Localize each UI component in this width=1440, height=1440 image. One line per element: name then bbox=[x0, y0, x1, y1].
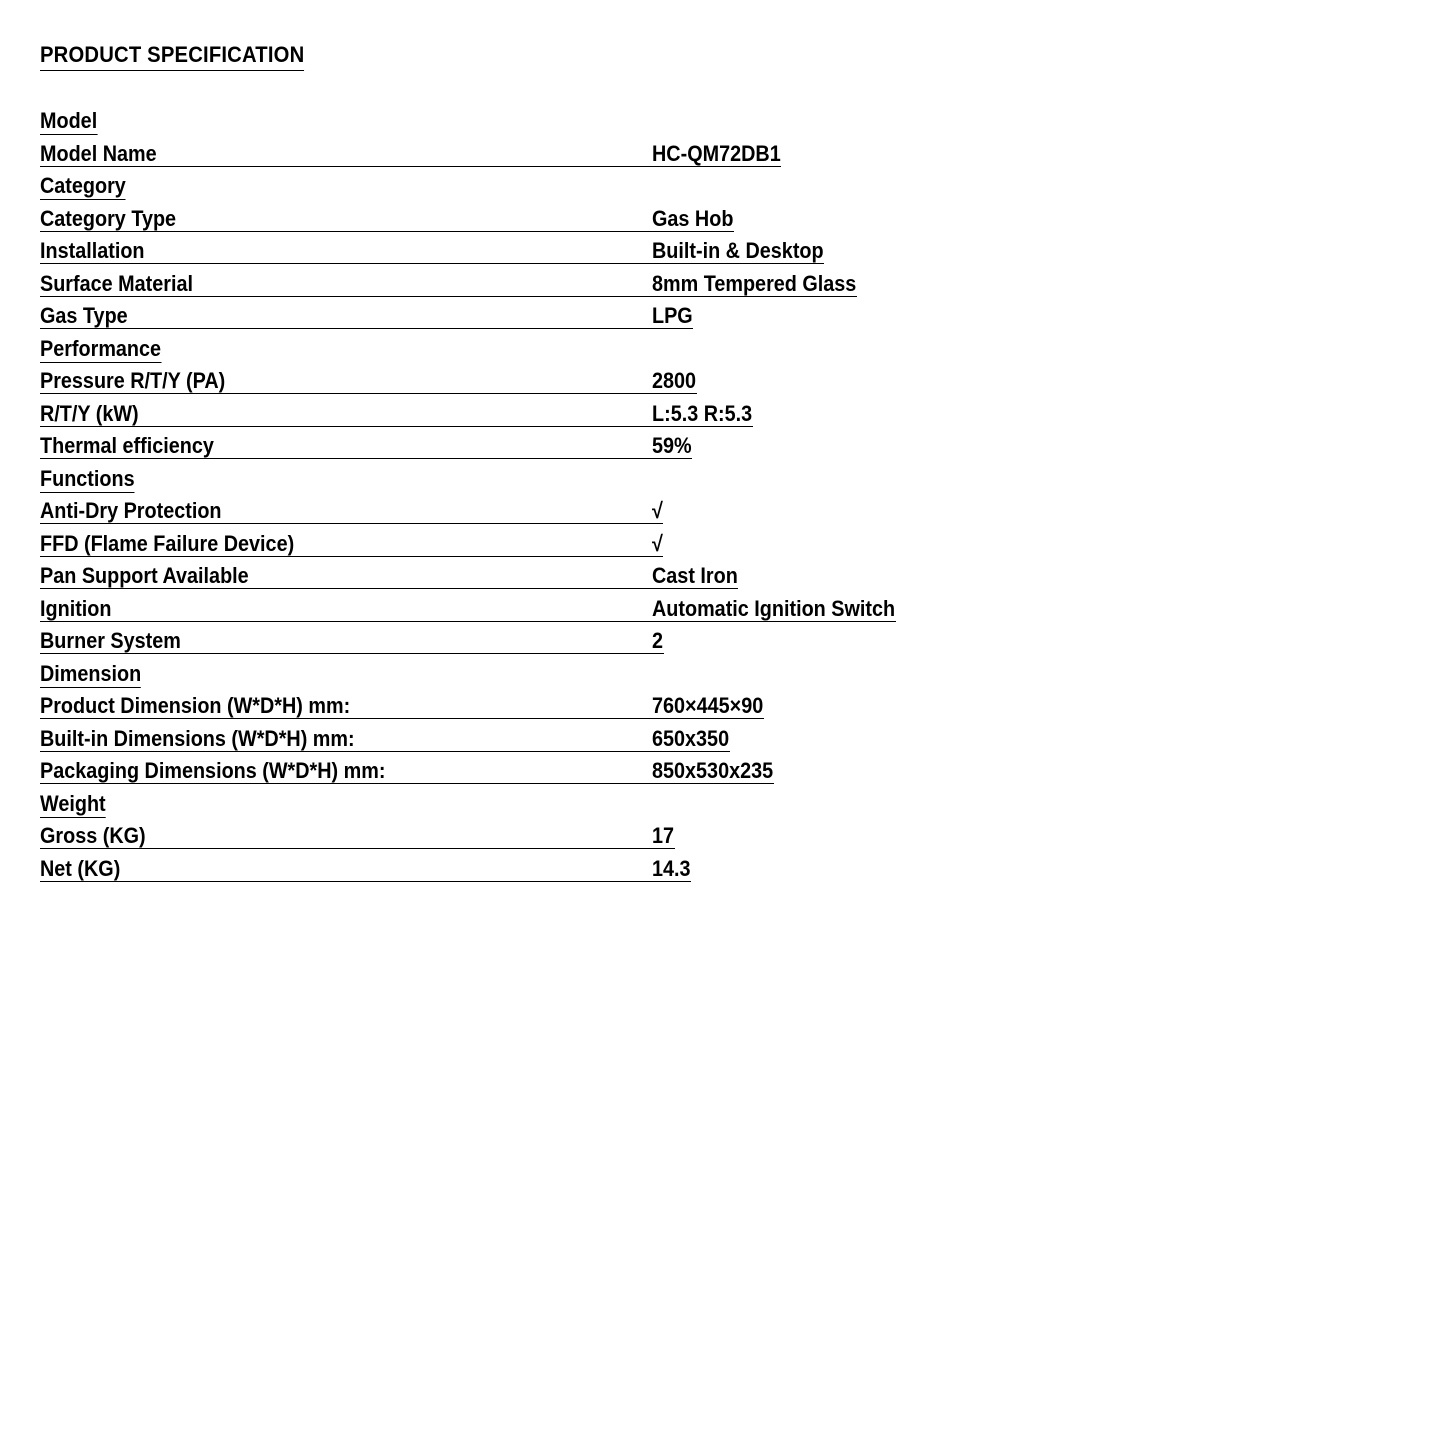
spec-label: Gas Type bbox=[40, 303, 128, 328]
spec-table bbox=[40, 107, 1400, 887]
spec-label: Installation bbox=[40, 238, 145, 263]
section-heading: Category bbox=[40, 173, 126, 198]
section-heading-cell bbox=[40, 172, 126, 200]
section-heading-cell bbox=[40, 465, 135, 493]
spec-label: Model Name bbox=[40, 140, 157, 166]
spec-value: 650x350 bbox=[652, 725, 730, 751]
section-heading-row bbox=[40, 172, 1400, 205]
spec-row bbox=[40, 822, 1400, 855]
spec-value: Cast Iron bbox=[652, 563, 738, 588]
spec-row bbox=[40, 855, 1400, 888]
section-heading-cell bbox=[40, 790, 106, 818]
spec-row bbox=[40, 725, 1400, 758]
section-heading: Weight bbox=[40, 790, 106, 816]
spec-label: Surface Material bbox=[40, 270, 193, 296]
spec-value: 8mm Tempered Glass bbox=[652, 270, 857, 296]
spec-value: 14.3 bbox=[652, 855, 691, 881]
spec-row bbox=[40, 595, 1400, 628]
section-heading-cell bbox=[40, 335, 161, 363]
spec-label: FFD (Flame Failure Device) bbox=[40, 530, 295, 556]
section-heading: Functions bbox=[40, 465, 135, 491]
spec-value: L:5.3 R:5.3 bbox=[652, 400, 753, 426]
section-heading-row bbox=[40, 790, 1400, 823]
row-underline bbox=[40, 328, 652, 329]
spec-label: Pressure R/T/Y (PA) bbox=[40, 368, 226, 393]
spec-value: 2800 bbox=[652, 368, 697, 393]
spec-label: Category Type bbox=[40, 205, 177, 231]
spec-label: Thermal efficiency bbox=[40, 433, 214, 458]
spec-row bbox=[40, 205, 1400, 238]
spec-row bbox=[40, 530, 1400, 563]
section-heading-cell bbox=[40, 107, 97, 135]
title-spacer bbox=[40, 71, 1400, 107]
spec-value: HC-QM72DB1 bbox=[652, 140, 781, 166]
spec-value: 850x530x235 bbox=[652, 758, 774, 783]
spec-row bbox=[40, 367, 1400, 400]
spec-value: 760×445×90 bbox=[652, 693, 764, 718]
section-heading: Performance bbox=[40, 335, 162, 361]
spec-label: Burner System bbox=[40, 628, 181, 653]
row-underline bbox=[40, 621, 652, 622]
spec-value: 2 bbox=[652, 628, 664, 653]
spec-label: Product Dimension (W*D*H) mm: bbox=[40, 693, 351, 718]
spec-row bbox=[40, 562, 1400, 595]
spec-label: R/T/Y (kW) bbox=[40, 400, 139, 426]
spec-row bbox=[40, 692, 1400, 725]
spec-row bbox=[40, 400, 1400, 433]
row-underline bbox=[40, 881, 652, 882]
spec-row bbox=[40, 627, 1400, 660]
spec-row bbox=[40, 497, 1400, 530]
spec-row bbox=[40, 270, 1400, 303]
spec-label: Packaging Dimensions (W*D*H) mm: bbox=[40, 758, 386, 783]
spec-label: Net (KG) bbox=[40, 855, 121, 881]
spec-value: Built-in & Desktop bbox=[652, 238, 824, 263]
spec-value: Gas Hob bbox=[652, 205, 734, 231]
section-heading: Dimension bbox=[40, 660, 142, 686]
spec-label: Anti-Dry Protection bbox=[40, 498, 222, 523]
section-heading-cell bbox=[40, 660, 141, 688]
section-heading-row bbox=[40, 107, 1400, 140]
section-heading: Model bbox=[40, 108, 98, 133]
spec-row bbox=[40, 302, 1400, 335]
spec-document bbox=[40, 40, 1400, 887]
spec-row bbox=[40, 757, 1400, 790]
spec-row bbox=[40, 237, 1400, 270]
section-heading-row bbox=[40, 465, 1400, 498]
section-heading-row bbox=[40, 660, 1400, 693]
spec-value: 17 bbox=[652, 823, 675, 848]
spec-value: √ bbox=[652, 530, 663, 556]
spec-label: Built-in Dimensions (W*D*H) mm: bbox=[40, 725, 355, 751]
spec-value: LPG bbox=[652, 303, 693, 328]
spec-value: 59% bbox=[652, 433, 692, 458]
spec-label: Pan Support Available bbox=[40, 563, 249, 588]
spec-row bbox=[40, 140, 1400, 173]
spec-label: Gross (KG) bbox=[40, 823, 146, 848]
section-heading-row bbox=[40, 335, 1400, 368]
spec-label: Ignition bbox=[40, 595, 112, 621]
page-title: PRODUCT SPECIFICATION bbox=[40, 40, 304, 71]
spec-value: √ bbox=[652, 498, 663, 523]
spec-row bbox=[40, 432, 1400, 465]
spec-value: Automatic Ignition Switch bbox=[652, 595, 896, 621]
